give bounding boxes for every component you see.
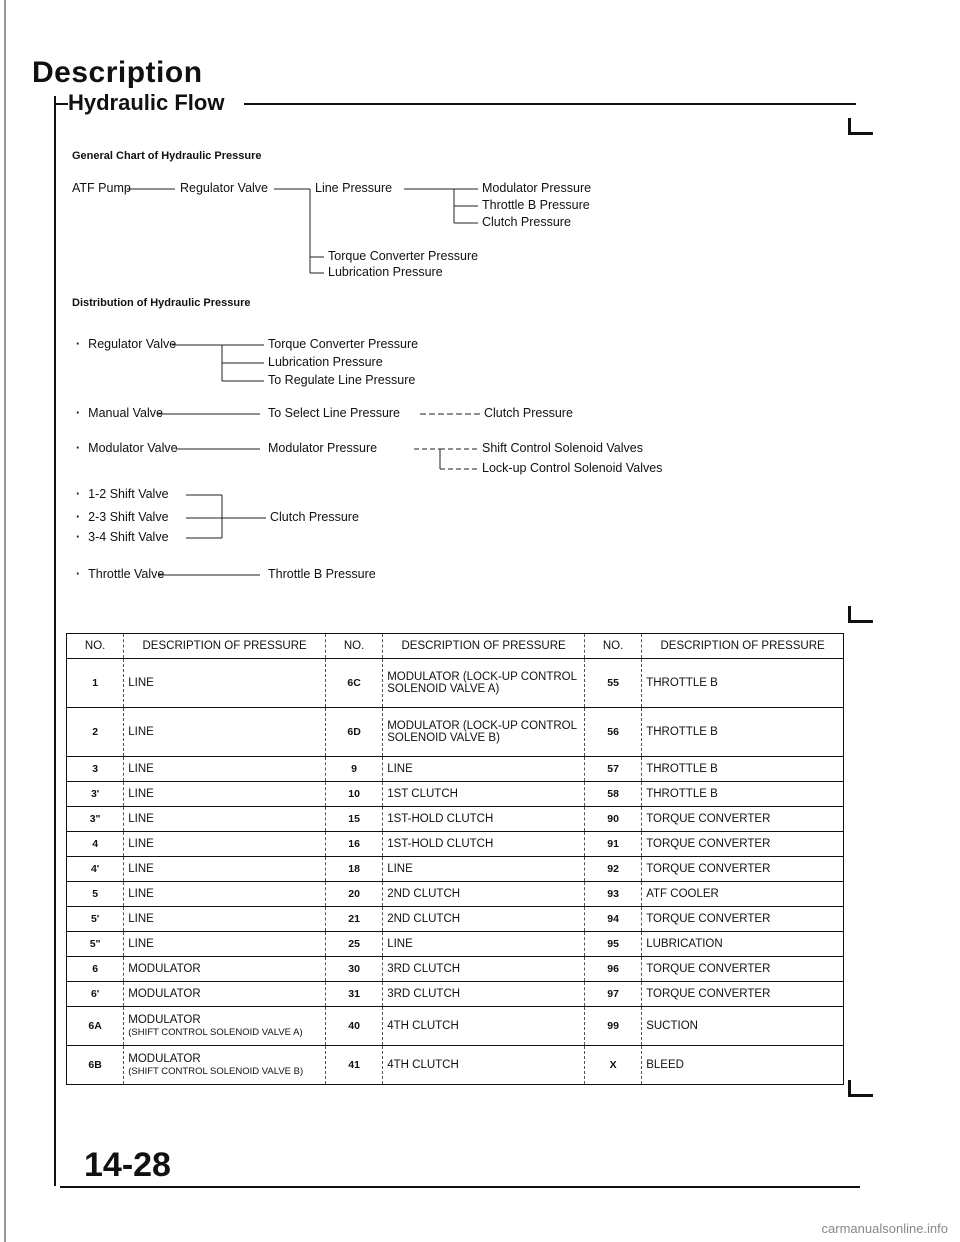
shift-clutch-pressure: Clutch Pressure	[270, 510, 359, 524]
cell-no: 4	[67, 832, 124, 857]
cell-no: 57	[584, 757, 641, 782]
clutch-pressure-label: Clutch Pressure	[482, 215, 571, 229]
table-row	[67, 659, 844, 708]
cell-desc	[124, 1046, 326, 1085]
cell-no: 95	[584, 932, 641, 957]
cell-no: 41	[325, 1046, 382, 1085]
table-row	[67, 782, 844, 807]
cell-desc: SUCTION	[642, 1007, 844, 1046]
cell-desc: LINE	[124, 882, 326, 907]
cell-desc: THROTTLE B	[642, 782, 844, 807]
cell-no: 4'	[67, 857, 124, 882]
cell-desc: LINE	[383, 857, 585, 882]
table-row	[67, 882, 844, 907]
section-subtitle: Hydraulic Flow	[68, 90, 225, 115]
cell-no: 40	[325, 1007, 382, 1046]
reg-lubrication: Lubrication Pressure	[268, 355, 383, 369]
cell-no: 6'	[67, 982, 124, 1007]
cell-no: 6B	[67, 1046, 124, 1085]
cell-desc: 1ST-HOLD CLUTCH	[383, 807, 585, 832]
col-header-no: NO.	[584, 634, 641, 659]
cell-desc: LINE	[124, 932, 326, 957]
cell-desc: LINE	[383, 757, 585, 782]
cell-desc: TORQUE CONVERTER	[642, 832, 844, 857]
table-row	[67, 957, 844, 982]
cell-no: 15	[325, 807, 382, 832]
cell-desc: 4TH CLUTCH	[383, 1007, 585, 1046]
table-row	[67, 857, 844, 882]
cell-no: 94	[584, 907, 641, 932]
reg-regulate-line: To Regulate Line Pressure	[268, 373, 416, 387]
cell-no: 92	[584, 857, 641, 882]
torque-converter-pressure-label: Torque Converter Pressure	[328, 249, 479, 263]
manual-valve-item: · Manual Valve	[76, 406, 163, 420]
cell-desc: LINE	[124, 782, 326, 807]
cell-desc: 1ST-HOLD CLUTCH	[383, 832, 585, 857]
table-row	[67, 907, 844, 932]
shift-control-solenoids: Shift Control Solenoid Valves	[482, 441, 643, 455]
corner-mark	[848, 606, 873, 623]
cell-no: 6D	[325, 708, 382, 757]
cell-no: 9	[325, 757, 382, 782]
cell-desc: TORQUE CONVERTER	[642, 957, 844, 982]
cell-no: 20	[325, 882, 382, 907]
cell-no: 2	[67, 708, 124, 757]
col-header-no: NO.	[325, 634, 382, 659]
col-header-no: NO.	[67, 634, 124, 659]
cell-desc: LINE	[124, 832, 326, 857]
cell-desc-sub: (SHIFT CONTROL SOLENOID VALVE B)	[128, 1066, 304, 1077]
general-chart-heading: General Chart of Hydraulic Pressure	[72, 150, 262, 162]
cell-desc: LINE	[124, 857, 326, 882]
cell-desc: 2ND CLUTCH	[383, 882, 585, 907]
table-row	[67, 807, 844, 832]
cell-no: 3	[67, 757, 124, 782]
cell-no: 5"	[67, 932, 124, 957]
cell-no: 55	[584, 659, 641, 708]
cell-no: 31	[325, 982, 382, 1007]
cell-desc: MODULATOR (LOCK-UP CONTROL SOLENOID VALVE A)	[383, 659, 585, 708]
cell-desc: LINE	[124, 807, 326, 832]
distribution-heading: Distribution of Hydraulic Pressure	[72, 297, 251, 309]
cell-desc: LINE	[124, 757, 326, 782]
modulator-pressure-label: Modulator Pressure	[482, 181, 592, 195]
cell-no: 5	[67, 882, 124, 907]
shift-valve-3-4: · 3-4 Shift Valve	[76, 530, 169, 544]
table-row	[67, 832, 844, 857]
cell-desc: LINE	[124, 708, 326, 757]
cell-desc: 3RD CLUTCH	[383, 982, 585, 1007]
cell-no: 30	[325, 957, 382, 982]
throttle-valve-item: · Throttle Valve	[76, 567, 164, 581]
cell-no: 56	[584, 708, 641, 757]
table-row	[67, 708, 844, 757]
cell-desc: TORQUE CONVERTER	[642, 857, 844, 882]
cell-no: 91	[584, 832, 641, 857]
cell-no: 97	[584, 982, 641, 1007]
cell-desc: TORQUE CONVERTER	[642, 807, 844, 832]
cell-no: 3"	[67, 807, 124, 832]
regulator-valve-item: · Regulator Valve	[76, 337, 176, 351]
lubrication-pressure-label: Lubrication Pressure	[328, 265, 443, 279]
cell-no: 18	[325, 857, 382, 882]
cell-desc: BLEED	[642, 1046, 844, 1085]
pressure-table	[66, 633, 844, 1085]
cell-no: 6C	[325, 659, 382, 708]
cell-desc: MODULATOR (LOCK-UP CONTROL SOLENOID VALVE B)	[383, 708, 585, 757]
modulator-pressure-out: Modulator Pressure	[268, 441, 378, 455]
cell-desc: THROTTLE B	[642, 708, 844, 757]
cell-desc: TORQUE CONVERTER	[642, 907, 844, 932]
table-row	[67, 1007, 844, 1046]
cell-desc: LINE	[383, 932, 585, 957]
col-header-desc: DESCRIPTION OF PRESSURE	[642, 634, 844, 659]
page-title: Description	[32, 56, 203, 89]
watermark: carmanualsonline.info	[821, 1221, 948, 1236]
footer-rule	[60, 1186, 860, 1188]
modulator-valve-item: · Modulator Valve	[76, 441, 178, 455]
cell-desc: THROTTLE B	[642, 757, 844, 782]
atf-pump-label: ATF Pump	[72, 181, 131, 195]
cell-no: 6	[67, 957, 124, 982]
table-row	[67, 1046, 844, 1085]
cell-desc-main: MODULATOR	[128, 1014, 201, 1026]
table-row	[67, 757, 844, 782]
shift-valve-1-2: · 1-2 Shift Valve	[76, 487, 169, 501]
corner-mark	[848, 1080, 873, 1097]
cell-no: 21	[325, 907, 382, 932]
table-row	[67, 932, 844, 957]
cell-desc: ATF COOLER	[642, 882, 844, 907]
cell-no: 96	[584, 957, 641, 982]
cell-no: 93	[584, 882, 641, 907]
cell-no: 5'	[67, 907, 124, 932]
cell-desc: 1ST CLUTCH	[383, 782, 585, 807]
cell-no: 1	[67, 659, 124, 708]
cell-desc: 4TH CLUTCH	[383, 1046, 585, 1085]
cell-no: 3'	[67, 782, 124, 807]
manual-select-line: To Select Line Pressure	[268, 406, 401, 420]
cell-desc: LUBRICATION	[642, 932, 844, 957]
cell-desc: 2ND CLUTCH	[383, 907, 585, 932]
col-header-desc: DESCRIPTION OF PRESSURE	[124, 634, 326, 659]
line-pressure-label: Line Pressure	[315, 181, 393, 195]
cell-desc	[124, 1007, 326, 1046]
cell-desc-sub: (SHIFT CONTROL SOLENOID VALVE A)	[128, 1027, 303, 1038]
page-number: 14-28	[84, 1146, 171, 1184]
cell-no: 90	[584, 807, 641, 832]
cell-desc: MODULATOR	[124, 982, 326, 1007]
lockup-control-solenoids: Lock-up Control Solenoid Valves	[482, 461, 663, 475]
cell-desc: LINE	[124, 907, 326, 932]
cell-no: 16	[325, 832, 382, 857]
throttle-b-pressure-out: Throttle B Pressure	[268, 567, 376, 581]
cell-desc: LINE	[124, 659, 326, 708]
cell-no: X	[584, 1046, 641, 1085]
throttle-b-pressure-label: Throttle B Pressure	[482, 198, 590, 212]
regulator-valve-label: Regulator Valve	[180, 181, 269, 195]
cell-no: 6A	[67, 1007, 124, 1046]
cell-no: 10	[325, 782, 382, 807]
table-header-row	[67, 634, 844, 659]
manual-clutch-pressure: Clutch Pressure	[484, 406, 573, 420]
table-row	[67, 982, 844, 1007]
reg-torque-converter: Torque Converter Pressure	[268, 337, 419, 351]
cell-desc: 3RD CLUTCH	[383, 957, 585, 982]
cell-desc: TORQUE CONVERTER	[642, 982, 844, 1007]
cell-desc: MODULATOR	[124, 957, 326, 982]
cell-desc: THROTTLE B	[642, 659, 844, 708]
cell-no: 58	[584, 782, 641, 807]
shift-valve-2-3: · 2-3 Shift Valve	[76, 510, 169, 524]
cell-no: 25	[325, 932, 382, 957]
col-header-desc: DESCRIPTION OF PRESSURE	[383, 634, 585, 659]
cell-desc-main: MODULATOR	[128, 1053, 201, 1065]
cell-no: 99	[584, 1007, 641, 1046]
